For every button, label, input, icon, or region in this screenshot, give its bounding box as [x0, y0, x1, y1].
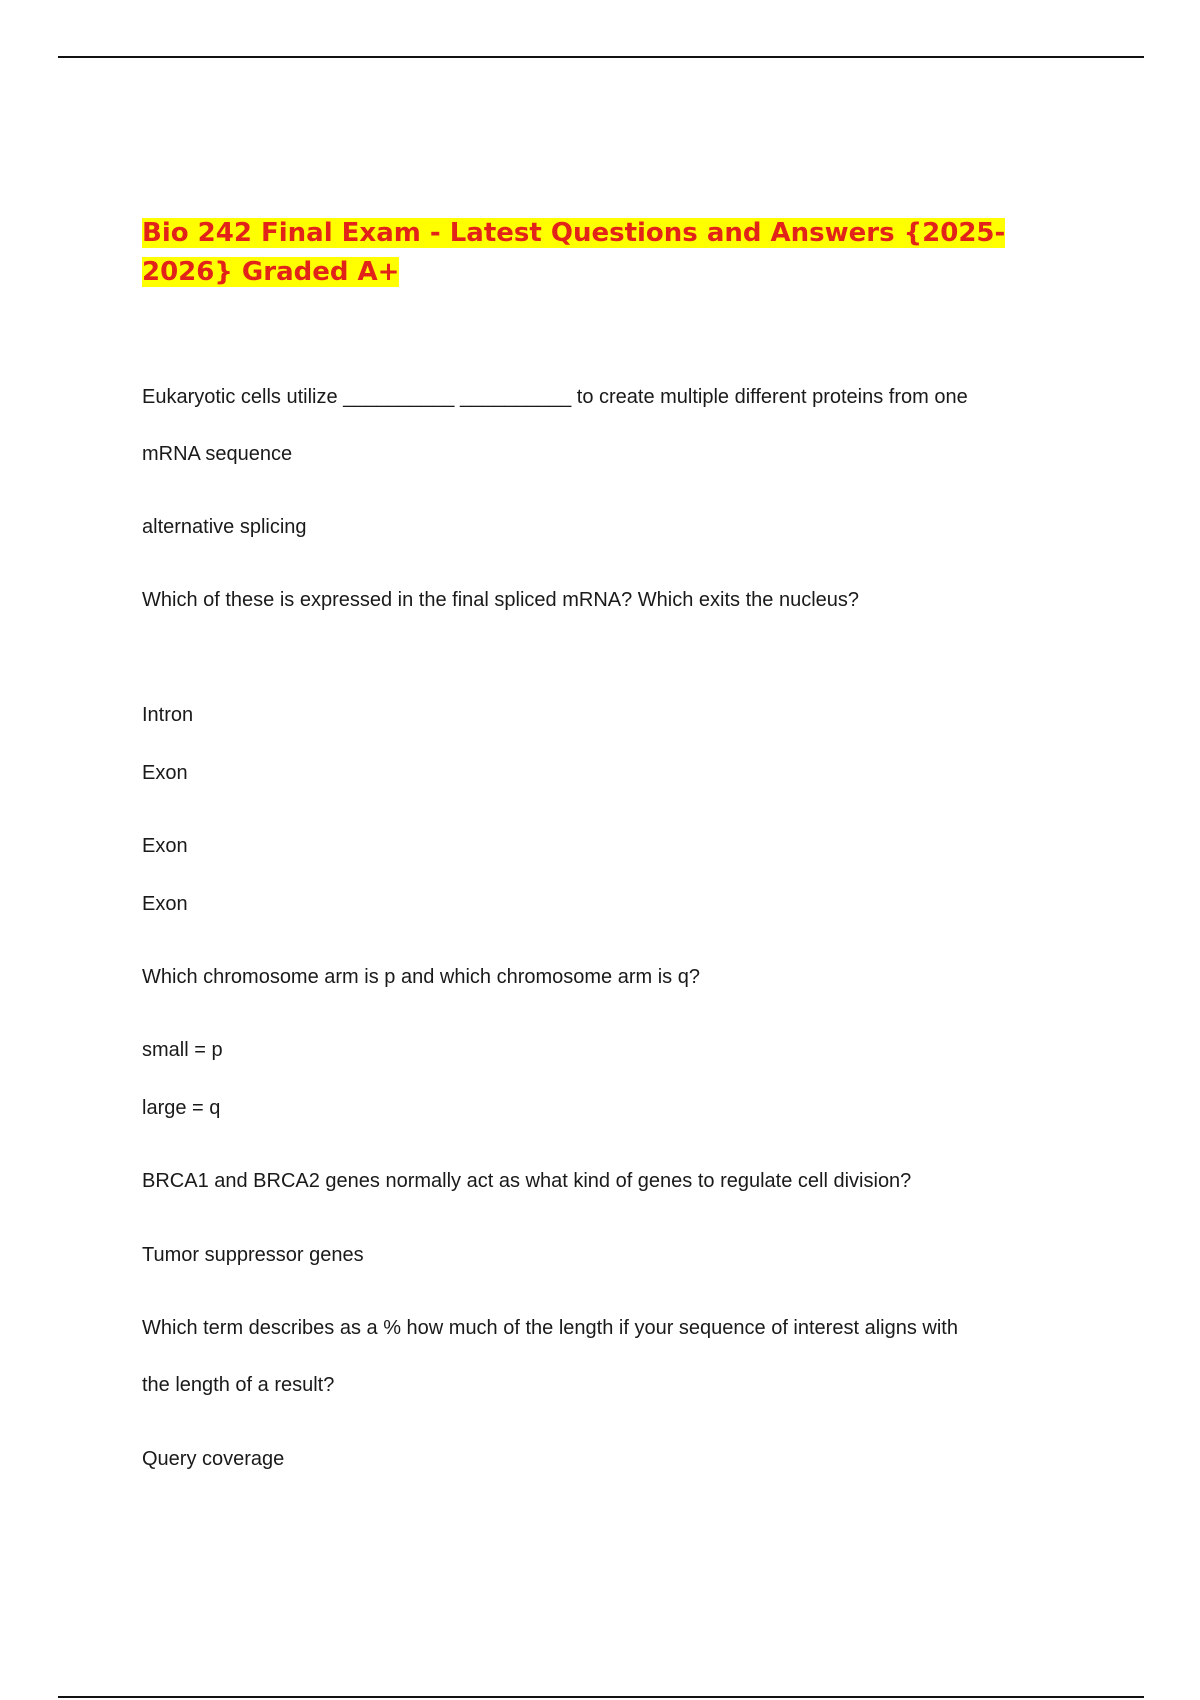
answer-line: alternative splicing	[142, 516, 307, 538]
question-line-2: mRNA sequence	[142, 443, 293, 465]
question-line-2: the length of a result?	[142, 1374, 335, 1396]
document-title-text: Bio 242 Final Exam - Latest Questions and Answers {2025-2026} Graded A+	[142, 218, 1006, 287]
question-line: BRCA1 and BRCA2 genes normally act as what kind of genes to regulate cell division?	[142, 1170, 912, 1192]
answer-line: Tumor suppressor genes	[142, 1244, 364, 1266]
answer-line: Intron	[142, 704, 194, 726]
footer-rule	[58, 1696, 1144, 1698]
question-line-1: Which term describes as a % how much of the length if your sequence of interest aligns with	[142, 1317, 958, 1339]
answer-line: large = q	[142, 1097, 221, 1119]
question-line: Which chromosome arm is p and which chromosome arm is q?	[142, 966, 700, 988]
question-line: Which of these is expressed in the final spliced mRNA? Which exits the nucleus?	[142, 589, 860, 611]
answer-line: Exon	[142, 762, 188, 784]
answer-line: Exon	[142, 893, 188, 915]
answer-line: Query coverage	[142, 1448, 285, 1470]
document-title	[142, 214, 1042, 292]
answer-line: small = p	[142, 1039, 223, 1061]
answer-line: Exon	[142, 835, 188, 857]
header-rule	[58, 56, 1144, 58]
question-line-1: Eukaryotic cells utilize __________ __________ to create multiple different proteins from one	[142, 386, 968, 408]
